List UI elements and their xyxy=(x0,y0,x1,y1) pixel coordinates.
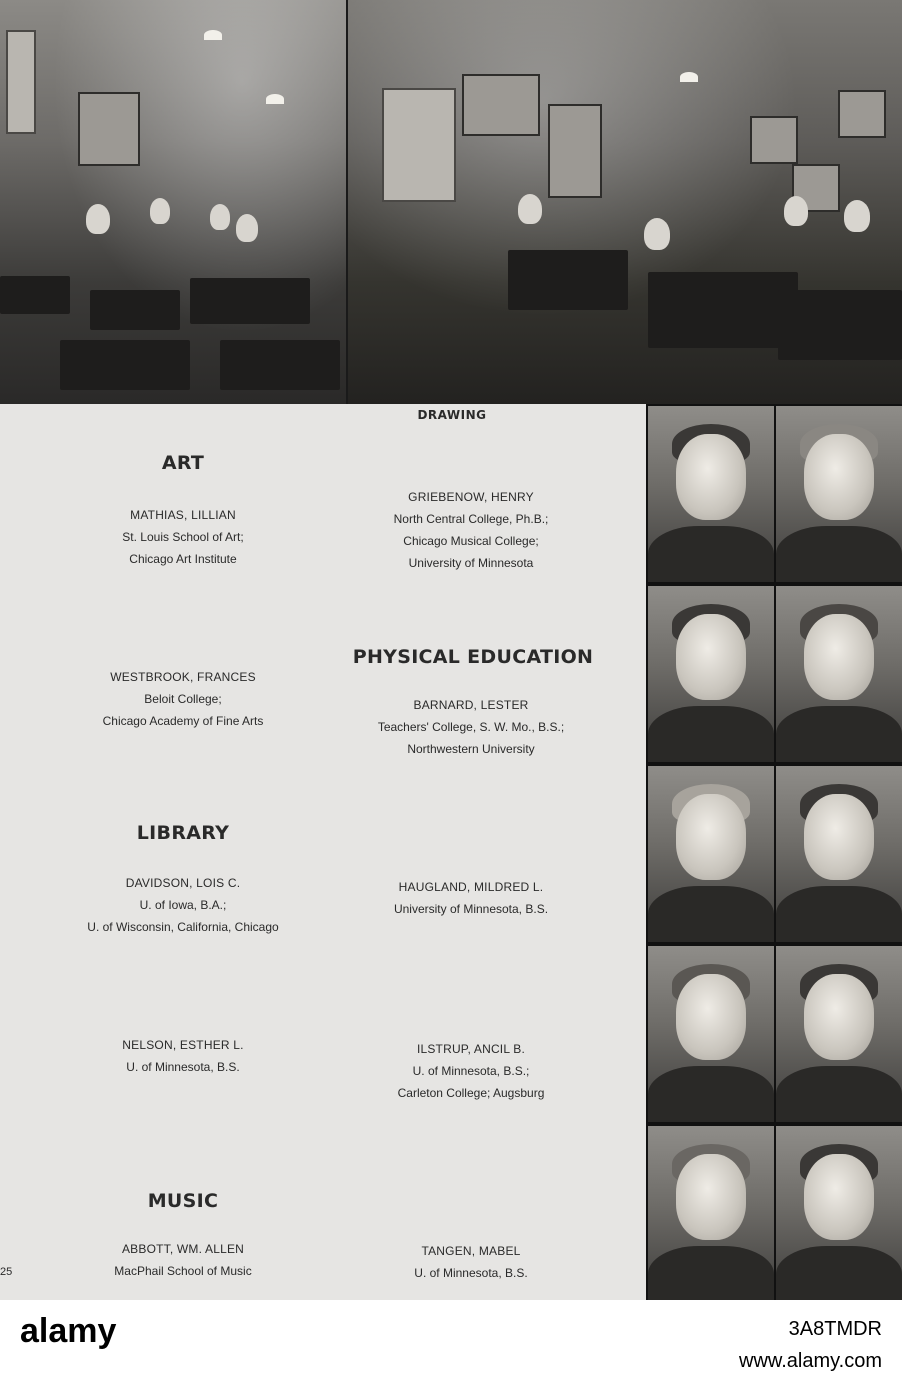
portrait-abbott xyxy=(648,1126,774,1302)
faculty-entry-westbrook xyxy=(64,666,302,732)
stock-url: www.alamy.com xyxy=(739,1350,882,1372)
faculty-name: NELSON, ESTHER L. xyxy=(122,1038,244,1052)
stock-watermark-logo: alamy xyxy=(20,1312,117,1350)
faculty-name: WESTBROOK, FRANCES xyxy=(110,670,256,684)
portrait-tangen xyxy=(776,1126,902,1302)
faculty-credential: Carleton College; Augsburg xyxy=(397,1086,545,1100)
faculty-name: HAUGLAND, MILDRED L. xyxy=(398,880,544,894)
faculty-name: MATHIAS, LILLIAN xyxy=(130,508,236,522)
faculty-name: DAVIDSON, LOIS C. xyxy=(125,876,241,890)
classroom-photo-left xyxy=(0,0,346,404)
page-number: 25 xyxy=(0,1266,13,1278)
faculty-name: ABBOTT, WM. ALLEN xyxy=(121,1242,245,1256)
portrait-davidson xyxy=(648,766,774,942)
faculty-credential: St. Louis School of Art; xyxy=(122,530,244,544)
portrait-westbrook xyxy=(648,586,774,762)
section-heading-library: LIBRARY xyxy=(136,822,230,844)
faculty-credential: U. of Minnesota, B.S. xyxy=(414,1266,528,1280)
portrait-haugland xyxy=(776,766,902,942)
faculty-credential: University of Minnesota, B.S. xyxy=(393,902,549,916)
faculty-entry-barnard xyxy=(338,694,604,760)
stock-image-id: 3A8TMDR xyxy=(788,1318,882,1340)
faculty-credential: MacPhail School of Music xyxy=(114,1264,252,1278)
section-heading-physical-education: PHYSICAL EDUCATION xyxy=(352,646,594,668)
faculty-name: TANGEN, MABEL xyxy=(421,1244,521,1258)
faculty-credential: Northwestern University xyxy=(407,742,535,756)
faculty-entry-ilstrup xyxy=(338,1038,604,1104)
faculty-entry-tangen xyxy=(338,1240,604,1284)
faculty-entry-nelson xyxy=(64,1034,302,1078)
faculty-credential: Teachers' College, S. W. Mo., B.S.; xyxy=(377,720,565,734)
faculty-credential: U. of Minnesota, B.S. xyxy=(126,1060,240,1074)
faculty-entry-mathias xyxy=(64,504,302,570)
faculty-entry-davidson xyxy=(54,872,312,938)
faculty-credential: North Central College, Ph.B.; xyxy=(393,512,549,526)
faculty-entry-abbott xyxy=(64,1238,302,1282)
faculty-name: BARNARD, LESTER xyxy=(413,698,529,712)
faculty-credential: Chicago Art Institute xyxy=(129,552,237,566)
stock-watermark-band xyxy=(0,1300,902,1390)
faculty-credential: Beloit College; xyxy=(144,692,222,706)
faculty-credential: Chicago Academy of Fine Arts xyxy=(102,714,264,728)
faculty-name: ILSTRUP, ANCIL B. xyxy=(416,1042,526,1056)
section-heading-music: MUSIC xyxy=(147,1190,219,1212)
portrait-barnard xyxy=(776,586,902,762)
portrait-grid xyxy=(646,404,902,1300)
portrait-ilstrup xyxy=(776,946,902,1122)
faculty-credential: Chicago Musical College; xyxy=(403,534,539,548)
faculty-entry-griebenow xyxy=(338,486,604,574)
faculty-name: GRIEBENOW, HENRY xyxy=(408,490,534,504)
faculty-credential: U. of Iowa, B.A.; xyxy=(139,898,227,912)
portrait-nelson xyxy=(648,946,774,1122)
faculty-credential: University of Minnesota xyxy=(408,556,534,570)
faculty-entry-haugland xyxy=(338,876,604,920)
classroom-photo-right xyxy=(348,0,902,404)
faculty-credential: U. of Wisconsin, California, Chicago xyxy=(87,920,279,934)
faculty-credential: U. of Minnesota, B.S.; xyxy=(412,1064,530,1078)
portrait-mathias xyxy=(648,406,774,582)
section-heading-art: ART xyxy=(161,452,205,474)
portrait-griebenow xyxy=(776,406,902,582)
photo-caption: DRAWING xyxy=(417,408,487,422)
